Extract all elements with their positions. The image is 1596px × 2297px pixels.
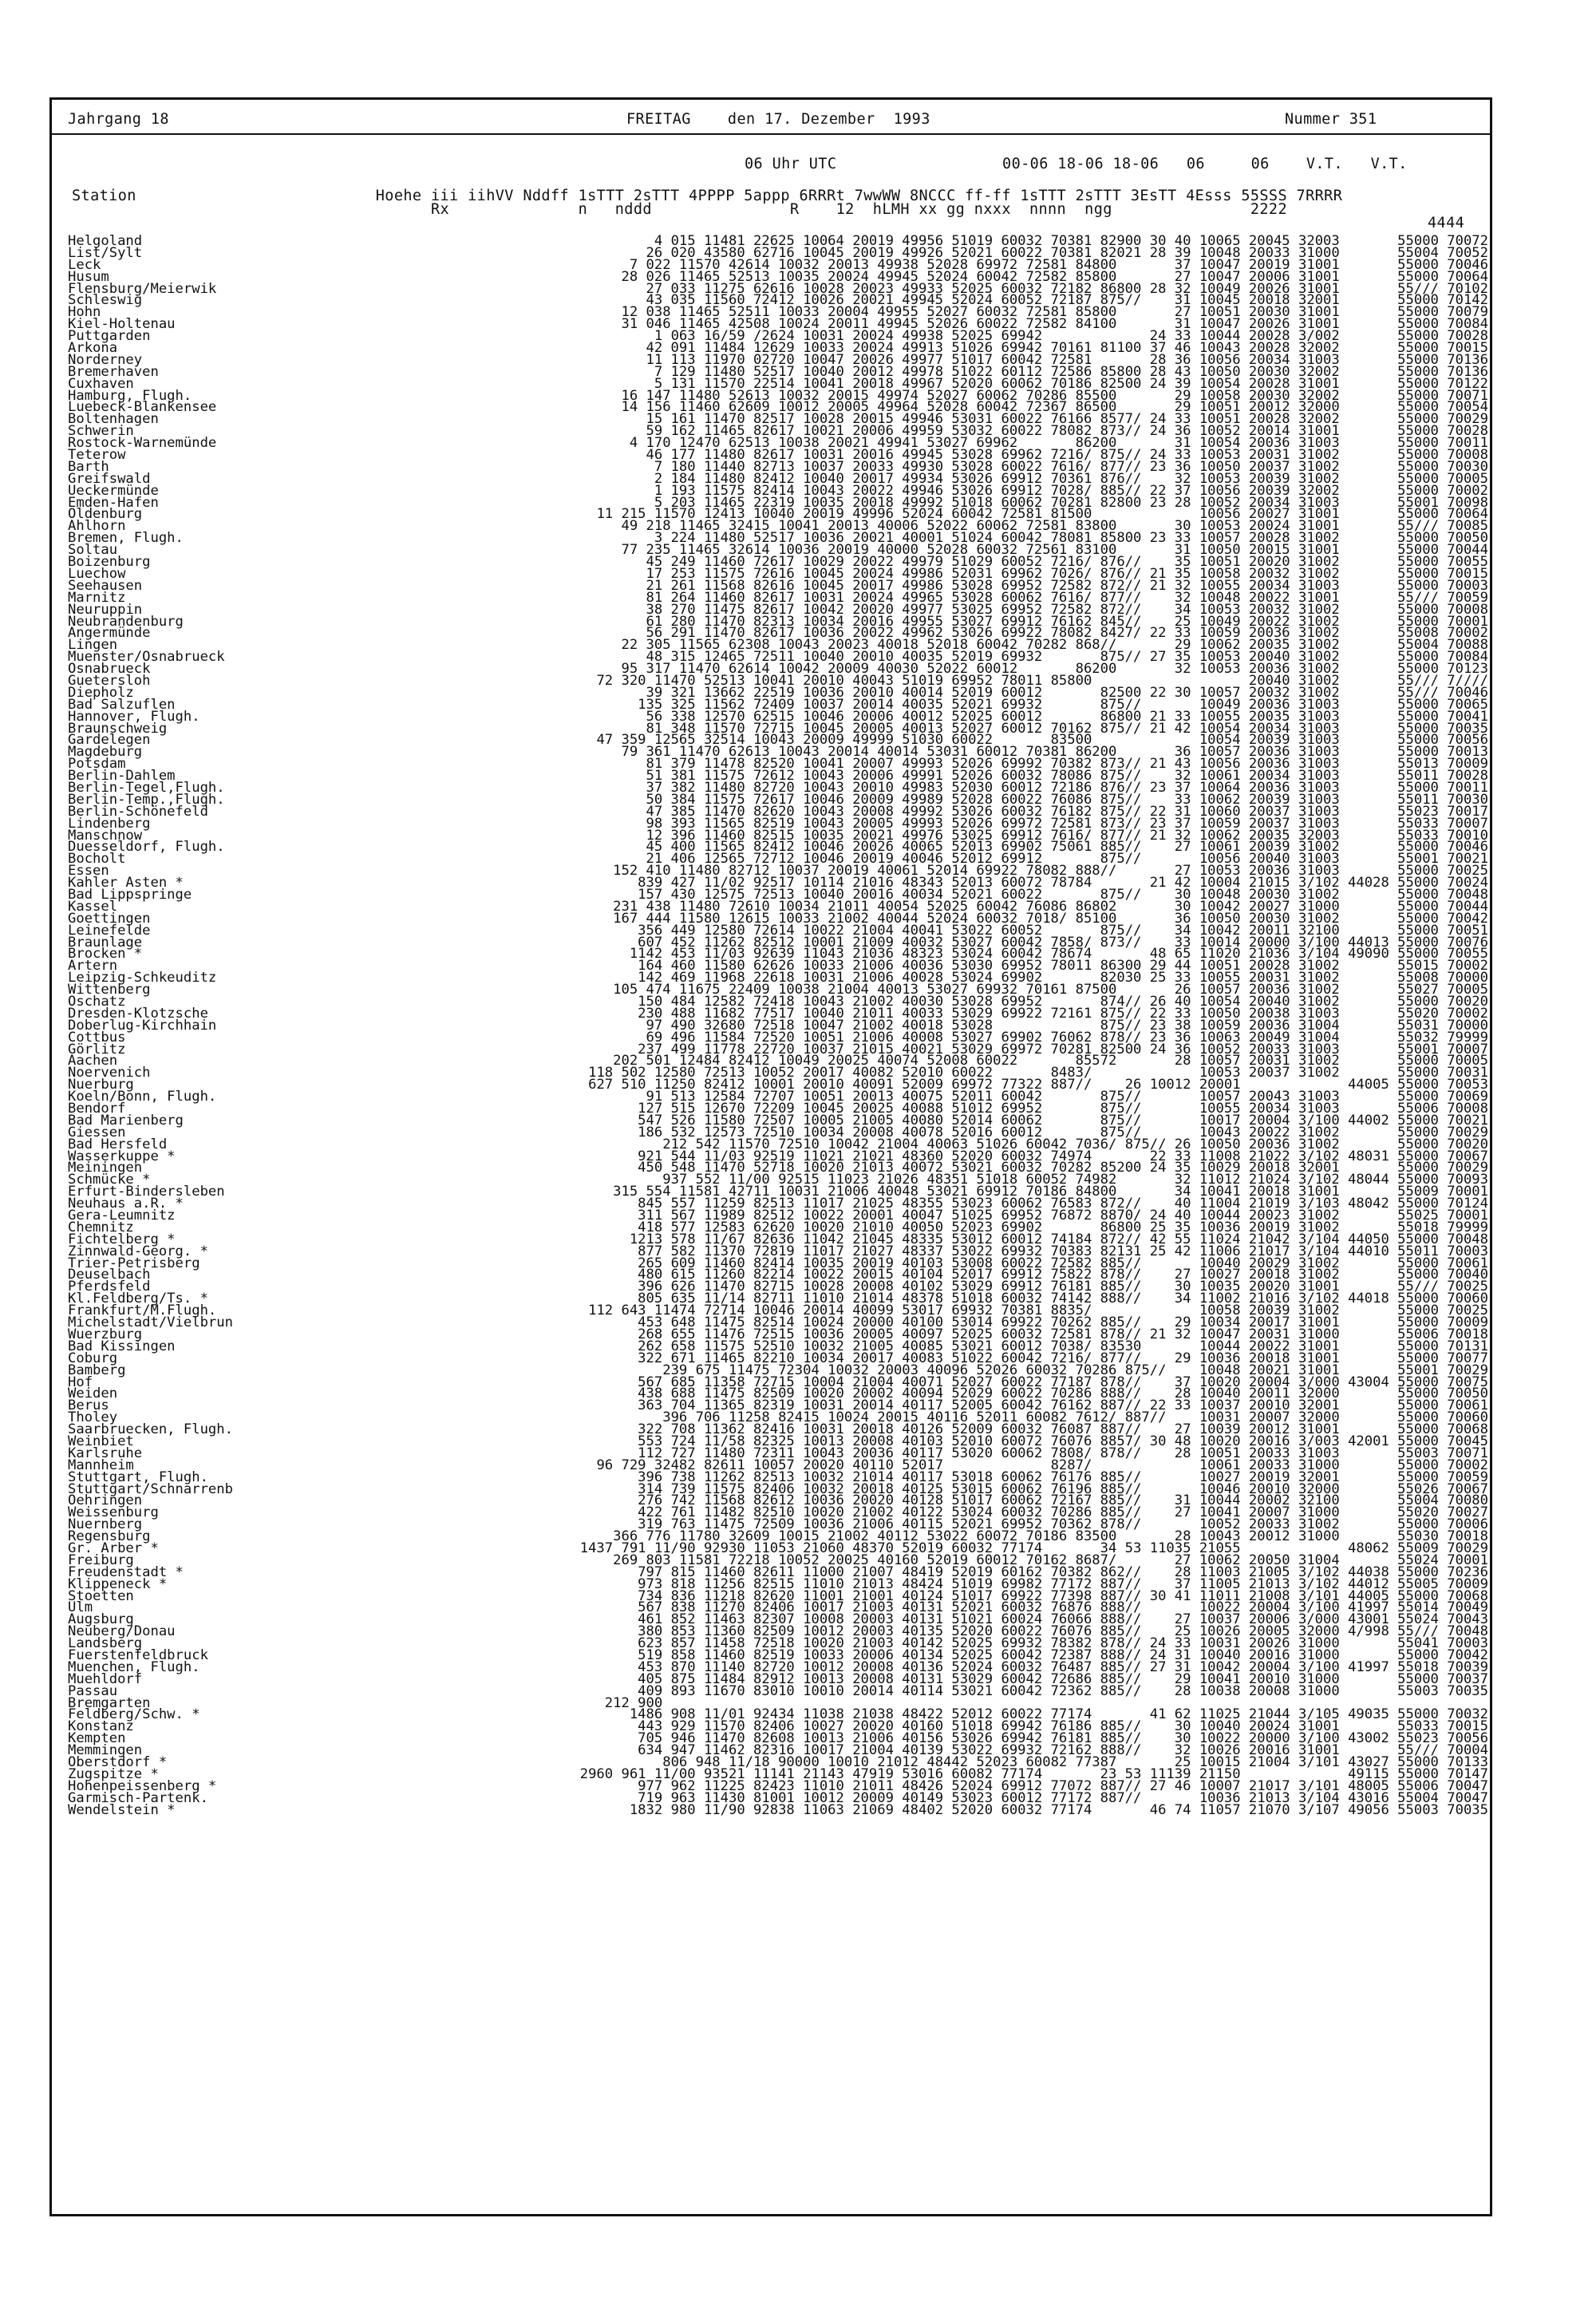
station-values: 705 946 11470 82608 10013 21006 40156 53026 69942 76181 885// 30 10022 20000 3/100 43002 55023 70056 [638,1730,1488,1747]
station-values: 152 410 11480 82712 10037 20019 40061 52014 69922 78082 888// 27 10053 20036 31003 55000 70025 [613,863,1488,880]
station-name: Berlin-Tegel,Flugh. [68,779,225,796]
station-name: Coburg [68,1350,118,1366]
station-values: 118 502 12580 72513 10052 20017 40082 52010 60022 8483/ 10053 20037 31002 55000 70031 [588,1065,1488,1081]
station-name: Trier-Petrisberg [68,1255,200,1271]
station-name: Bremgarten [68,1694,151,1711]
station-values: 418 577 12583 62620 10020 21010 40050 52023 69902 86800 25 35 10036 20019 31002 55018 79999 [638,1219,1488,1235]
station-values: 461 852 11463 82307 10008 20003 40131 51021 60024 76066 888// 27 10037 20006 3/000 43001 55024 70043 [638,1611,1488,1628]
station-name: Kahler Asten * [68,875,184,892]
table-row [68,1801,1488,1818]
station-name: Bad Marienberg [68,1112,184,1129]
station-name: Gr. Arber * [68,1540,159,1556]
station-name: Hohn [68,304,101,321]
station-values: 1213 578 11/67 82636 11042 21045 48335 53012 60012 74184 872// 42 55 11024 21042 3/104 44050 55000 70048 [629,1231,1488,1247]
station-values: 567 685 11358 72715 10004 21004 40071 52027 60022 77187 878// 37 10020 20004 3/000 43004 55000 70075 [638,1374,1488,1390]
station-name: Pferdsfeld [68,1279,151,1295]
station-values: 11 215 11570 12413 10040 20019 49996 52024 60042 72581 81500 10056 20027 31001 55000 70064 [596,506,1488,523]
column-header-codes: Station Hoehe iii iihVV Nddff 1sTTT 2sTTT 4PPPP 5appp 6RRRt 7wwWW 8NCCC ff-ff 1sTTT 2sTTT 3EsTT 4Esss 55SSS 7RRRR [72,188,1343,204]
station-name: Ahlhorn [68,518,126,535]
station-name: Teterow [68,447,126,464]
station-name: Stoetten [68,1587,134,1604]
station-name: Hof [68,1374,93,1390]
station-values: 56 291 11470 82617 10036 20022 49962 53026 69922 78082 8427/ 22 33 10059 20036 31002 55008 70002 [646,625,1488,642]
column-header-subcodes: Rx n nddd R 12 hLMH xx gg nxxx nnnn ngg 2222 [72,201,1288,218]
station-values: 734 836 11218 82620 11001 21001 40124 51017 69922 77398 887// 30 41 11011 21008 3/101 44005 55000 70068 [638,1587,1488,1604]
station-name: Kempten [68,1730,126,1747]
issue-number: Nummer 351 [1285,111,1377,128]
station-name: Freudenstadt * [68,1564,184,1580]
station-name: Ulm [68,1599,93,1616]
station-values: 977 962 11225 82423 11010 21011 48426 52024 69912 77072 887// 27 46 10007 21017 3/101 48005 55006 70047 [638,1777,1488,1794]
station-values: 973 818 11256 82515 11010 21013 48424 51019 69982 77172 887// 37 11005 21013 3/102 44012 55005 70009 [638,1575,1488,1592]
station-values: 7 180 11440 82713 10037 20033 49930 53028 60022 7616/ 877// 23 36 10050 20037 31002 55000 70030 [654,458,1488,475]
station-values: 12 396 11460 82515 10035 20021 49976 53025 69912 7616/ 877// 21 32 10062 20035 32003 55033 70010 [646,827,1488,844]
station-values: 2 184 11480 82412 10040 20017 49934 53026 69912 70361 876// 32 10053 20039 31002 55000 70005 [654,470,1488,487]
station-name: Rostock-Warnemünde [68,435,217,452]
station-values: 1142 453 11/03 92639 11043 21036 48323 53024 60042 78674 48 65 11020 21036 3/104 49090 55000 70055 [629,946,1488,963]
station-values: 81 348 11570 72715 10045 20005 40013 52027 60012 70162 875// 21 42 10054 20034 31003 55000 70035 [646,720,1488,737]
station-name: Osnabrueck [68,661,151,678]
station-name: Flensburg/Meierwik [68,280,217,297]
station-name: Boizenburg [68,554,151,571]
station-values: 7 022 11570 42614 10032 20013 49938 52028 69972 72581 84800 37 10047 20019 31001 55000 70046 [629,256,1488,273]
station-name: Schmücke * [68,1172,151,1188]
station-values: 51 381 11575 72612 10043 20006 49991 52026 60032 78086 875// 32 10061 20034 31003 55011 70028 [646,768,1488,785]
station-name: Erfurt-Bindersleben [68,1184,225,1200]
station-name: Kassel [68,898,118,915]
station-values: 167 444 11580 12615 10033 21002 40044 52024 60032 7018/ 85100 36 10050 20030 31002 55000 70042 [613,910,1488,927]
station-name: Wendelstein * [68,1801,176,1818]
station-name: Weissenburg [68,1504,159,1521]
station-name: Aachen [68,1053,118,1069]
station-values: 46 177 11480 82617 10031 20016 49945 53028 69962 7216/ 875// 24 33 10053 20031 31002 55000 70008 [646,447,1488,464]
station-name: Marnitz [68,589,126,606]
station-values: 269 803 11581 72218 10052 20025 40160 52019 60012 70162 8687/ 27 10062 20050 31004 55024 70001 [613,1552,1488,1568]
station-values: 7 129 11480 52517 10040 20012 49978 51022 60112 72586 85800 28 43 10050 20030 32002 55000 70136 [654,363,1488,380]
station-values: 3 224 11480 52517 10036 20021 40001 51024 60042 78081 85800 23 33 10057 20028 31002 55000 70050 [654,530,1488,547]
station-values: 50 384 11575 72617 10046 20009 49989 52028 60022 76086 875// 33 10062 20039 31003 55011 70030 [646,791,1488,808]
station-name: Konstanz [68,1718,134,1735]
station-name: Neuruppin [68,601,143,618]
station-values: 567 838 11270 82406 10017 21003 40131 52021 60032 76876 888// 10022 20004 3/100 41997 55014 70049 [638,1599,1488,1616]
station-name: Puttgarden [68,328,151,345]
station-name: Berlin-Temp.,Flugh. [68,791,225,808]
station-name: Emden-Hafen [68,494,159,511]
station-name: Boltenhagen [68,411,159,428]
station-values: 59 162 11465 82617 10021 20006 49959 53032 60022 78082 873// 24 36 10052 20014 31001 55000 70028 [646,423,1488,440]
station-values: 262 658 11575 52510 10032 21005 40085 53021 60012 7038/ 83530 10044 20022 31001 55000 70131 [638,1338,1488,1354]
bulletin-page [49,97,1492,2216]
station-values: 1 063 16/59 /2624 10031 20024 49938 52025 69942 24 33 10044 20028 3/002 55000 70028 [654,328,1488,345]
station-name: Bendorf [68,1101,126,1117]
station-name: Hannover, Flugh. [68,708,200,725]
station-values: 91 513 12584 72707 10051 20013 40075 52011 60042 875// 10057 20043 31003 55000 70069 [646,1089,1488,1105]
station-values: 37 382 11480 82720 10043 20010 49983 52030 60012 72186 876// 23 37 10064 20036 31003 55000 70011 [646,779,1488,796]
station-values: 186 532 12573 72510 10034 20008 40078 52016 60012 875// 10043 20022 31002 55000 70029 [638,1124,1488,1141]
station-values: 623 857 11458 72518 10020 21003 40142 52025 69932 78382 878// 24 33 10031 20026 31000 55041 70003 [638,1635,1488,1652]
station-values: 79 361 11470 62613 10043 20014 40014 53031 60012 70381 86200 36 10057 20036 31003 55000 70013 [621,744,1488,761]
station-name: Muenster/Osnabrueck [68,649,225,666]
station-name: Weiden [68,1386,118,1402]
station-name: Cottbus [68,1029,126,1046]
station-name: Muenchen, Flugh. [68,1659,200,1675]
station-values: 97 490 32680 72518 10047 21002 40018 53028 875// 23 38 10059 20036 31004 55031 70000 [646,1017,1488,1034]
station-name: Husum [68,268,109,285]
station-values: 21 406 12565 72712 10046 20019 40046 52012 69912 875// 10056 20040 31003 55001 70021 [646,851,1488,868]
station-name: Garmisch-Partenk. [68,1789,208,1806]
station-name: Görlitz [68,1041,126,1058]
station-values: 81 379 11478 82520 10041 20007 49993 52026 69992 70382 873// 21 43 10056 20036 31003 55013 70009 [646,756,1488,773]
station-values: 453 870 11140 82720 10012 20008 40136 52024 60032 76487 885// 27 31 10042 20004 3/100 41997 55018 70039 [638,1659,1488,1675]
station-values: 396 706 11258 82415 10024 20015 40116 52011 60082 7612/ 887// 10031 20007 32000 55000 70060 [662,1409,1488,1426]
station-name: Hamburg, Flugh. [68,387,192,404]
station-values: 1 193 11575 82414 10043 20022 49946 53026 69912 7028/ 885// 22 37 10056 20039 32002 55000 70002 [654,482,1488,499]
station-values: 105 474 11675 22409 10038 21004 40013 53027 69932 70161 87500 26 10057 20036 31002 55027 70005 [613,982,1488,998]
station-name: Michelstadt/Vielbrun [68,1315,233,1331]
station-values: 1437 791 11/90 92930 11053 21060 48370 52019 60032 77174 34 53 11035 21055 48062 55009 70029 [579,1540,1488,1556]
station-values: 230 488 11682 77517 10040 21011 40033 53029 69922 72161 875// 22 33 10050 20038 31003 55020 70002 [638,1005,1488,1022]
station-name: Noervenich [68,1065,151,1081]
station-values: 276 742 11568 82612 10036 20020 40128 51017 60062 72167 885// 31 10044 20002 32100 55004 70080 [638,1492,1488,1509]
station-name: Weinbiet [68,1433,134,1449]
station-values: 322 671 11465 82210 10034 20017 40083 51022 60042 7216/ 877// 29 10036 20018 31001 55000 70077 [638,1350,1488,1366]
station-values: 319 763 11475 72509 10036 21006 40115 52021 69952 70362 878// 10052 20033 31002 55000 70006 [638,1516,1488,1533]
station-name: Leinefelde [68,922,151,939]
station-values: 17 253 11575 72616 10045 20024 49986 52031 69962 7026/ 876// 21 35 10058 20032 31002 55000 70015 [646,565,1488,582]
station-name: Nuerburg [68,1077,134,1093]
station-values: 806 948 11/18 90000 10010 21012 48442 52023 60082 77387 25 10015 21004 3/101 43027 55000 70133 [662,1754,1488,1770]
station-name: Guetersloh [68,672,151,689]
station-name: Norderney [68,351,143,368]
station-values: 212 542 11570 72510 10042 21004 40063 51026 60042 7036/ 875// 26 10050 20036 31002 55000 70020 [662,1136,1488,1152]
station-name: Gardelegen [68,732,151,749]
station-values: 39 321 13662 22519 10036 20010 40014 52019 60012 82500 22 30 10057 20032 31002 55/// 70046 [646,684,1488,701]
station-values: 48 315 12465 72511 10040 20010 40035 52019 69932 875// 27 35 10053 20040 31002 55000 70084 [646,649,1488,666]
station-values: 4 170 12470 62513 10038 20021 49941 53027 69962 86200 31 10054 20036 31003 55000 70011 [629,435,1488,452]
station-name: Schwerin [68,423,134,440]
station-name: Oldenburg [68,506,143,523]
station-values: 877 582 11370 72819 11017 21027 48337 53022 69932 70383 82131 25 42 11006 21017 3/104 44010 55011 70003 [638,1243,1488,1259]
station-name: Wittenberg [68,982,151,998]
station-name: Zugspitze * [68,1765,159,1782]
station-name: Memmingen [68,1742,143,1759]
station-name: Bamberg [68,1362,126,1378]
station-values: 937 552 11/00 92515 11023 21026 48351 51018 60052 74982 32 11012 21024 3/102 48044 55000 70093 [662,1172,1488,1188]
station-name: Doberlug-Kirchhain [68,1017,217,1034]
station-values: 450 548 11470 52718 10020 21013 40072 53021 60032 70282 85200 24 35 10029 20018 32001 55000 70029 [638,1160,1488,1176]
station-values: 519 858 11460 82519 10033 20006 40134 52025 60042 72387 888// 24 31 10040 20016 31000 55000 70042 [638,1647,1488,1663]
station-values: 380 853 11360 82509 10012 20003 40135 52020 60022 76076 885// 25 10026 20005 32000 4/998 55/// 70048 [638,1623,1488,1640]
station-name: Bocholt [68,851,126,868]
station-name: Soltau [68,542,118,559]
station-values: 2960 961 11/00 93521 11141 21143 47919 53016 60082 77174 23 53 11139 21150 49115 55000 70147 [579,1765,1488,1782]
station-name: Nuernberg [68,1516,143,1533]
station-values: 43 035 11560 72412 10026 20021 49945 52024 60052 72187 875// 31 10045 20018 32001 55000 70142 [646,292,1488,309]
station-name: Fichtelberg * [68,1231,176,1247]
station-values: 42 091 11484 12629 10033 20024 49913 51026 69942 70161 81100 37 46 10043 20028 32002 55000 70015 [646,340,1488,357]
station-values: 237 499 11778 22720 10037 21015 40021 53029 69972 70281 82500 24 36 10052 20033 31003 55001 70007 [638,1041,1488,1058]
station-values: 15 161 11470 82517 10028 20015 49946 53031 60022 76166 8577/ 24 33 10051 20028 32002 55000 70029 [646,411,1488,428]
station-values: 98 393 11565 82519 10043 20005 49993 52026 69972 72581 873// 23 37 10059 20037 31003 55033 70007 [646,815,1488,832]
station-values: 38 270 11475 82617 10042 20020 49977 53025 69952 72582 872// 34 10053 20032 31002 55000 70008 [646,601,1488,618]
station-name: Chemnitz [68,1219,134,1235]
station-name: Saarbruecken, Flugh. [68,1421,233,1438]
station-name: Muehldorf [68,1670,143,1687]
station-values: 45 400 11565 82412 10046 20026 40065 52013 69902 75061 885// 27 10061 20039 31002 55000 70046 [646,839,1488,856]
station-table [68,235,1488,1816]
station-name: Berlin-Dahlem [68,768,176,785]
station-name: Feldberg/Schw. * [68,1706,200,1723]
station-name: Giessen [68,1124,126,1141]
station-values: 366 776 11780 32609 10015 21002 40112 53022 60072 70186 83500 28 10043 20012 31000 55030 70018 [613,1528,1488,1545]
station-name: Berlin-Schönefeld [68,803,208,820]
station-values: 135 325 11562 72409 10037 20014 40035 52021 69932 875// 10049 20036 31003 55000 70065 [638,696,1488,713]
station-name: Stuttgart/Schnarrenb [68,1481,233,1497]
station-values: 311 567 11989 82512 10022 20001 40047 51025 69952 76872 8870/ 24 40 10044 20023 31002 55025 70001 [638,1208,1488,1224]
station-values: 5 203 11465 22319 10035 20018 49992 51018 60062 70281 82800 23 28 10052 20034 31003 55001 70098 [654,494,1488,511]
station-name: Leipzig-Schkeuditz [68,970,217,986]
station-values: 1486 908 11/01 92434 11038 21038 48422 52012 60022 77174 41 62 11025 21044 3/105 49035 55000 70032 [629,1706,1488,1723]
station-values: 56 338 12570 62515 10046 20006 40012 52025 60012 86800 21 33 10055 20035 31003 55000 70041 [646,708,1488,725]
station-name: Leck [68,256,101,273]
station-values: 438 688 11475 82509 10020 20002 40094 52029 60022 70286 888// 28 10040 20011 32000 55000 70050 [638,1386,1488,1402]
station-values: 405 875 11484 82912 10013 20008 40131 53029 60042 72686 885// 29 10041 20010 31000 55000 70037 [638,1670,1488,1687]
station-values: 150 484 12582 72418 10043 21002 40030 53028 69952 874// 26 40 10054 20040 31002 55000 70020 [638,994,1488,1010]
volume-label: Jahrgang 18 [68,111,169,128]
station-name: Cuxhaven [68,375,134,392]
station-values: 315 554 11581 42711 10031 21006 40048 53021 69912 70186 84800 34 10041 20018 31001 55009 70001 [613,1184,1488,1200]
station-name: Oschatz [68,994,126,1010]
station-values: 239 675 11475 72304 10032 20003 40096 52026 60032 70286 875// 10048 20021 31001 55001 70029 [662,1362,1488,1378]
station-name: Kiel-Holtenau [68,316,176,333]
station-name: Mannheim [68,1457,134,1473]
station-values: 47 385 11470 82620 10043 20008 49992 53026 60032 76182 875// 22 31 10060 20037 31003 55023 70017 [646,803,1488,820]
station-values: 81 264 11460 82617 10031 20024 49965 53028 60062 7616/ 877// 32 10048 20022 31001 55/// 70059 [646,589,1488,606]
station-values: 112 727 11480 72311 10043 20036 40117 53020 60062 7808/ 878// 28 10051 20033 31003 55003 70071 [638,1445,1488,1461]
station-values: 142 469 11968 22618 10031 21006 40028 53024 69902 82030 25 33 10055 20031 31002 55008 70000 [638,970,1488,986]
station-name: Seehausen [68,577,143,594]
station-values: 31 046 11465 42508 10024 20011 49945 52026 60022 72582 84100 31 10047 20026 31001 55000 70084 [621,316,1488,333]
station-values: 27 033 11275 62616 10028 20023 49933 52025 60032 72182 86800 28 32 10049 20026 31001 55/// 70102 [646,280,1488,297]
station-values: 845 557 11259 82513 11017 21025 48355 53023 60062 76583 872// 40 11004 21019 3/103 48042 55000 70124 [638,1196,1488,1212]
station-values: 21 261 11568 82616 10045 20017 49986 53028 69952 72582 872// 21 32 10055 20034 31003 55000 70003 [646,577,1488,594]
station-name: Lindenberg [68,815,151,832]
station-values: 547 526 11580 72507 10005 21005 40080 52014 60062 875// 10017 20004 3/100 44002 55000 70021 [638,1112,1488,1129]
station-name: Bad Lippspringe [68,886,192,903]
station-values: 634 947 11462 82316 10017 21004 40139 53022 69932 72162 888// 32 10026 20016 31001 55/// 70004 [638,1742,1488,1759]
station-values: 322 708 11362 82416 10031 20018 40126 52009 60032 76087 887// 27 10039 20012 31001 55000 70068 [638,1421,1488,1438]
station-name: Neubrandenburg [68,613,184,630]
header-rule [52,133,1490,135]
station-name: Bremen, Flugh. [68,530,184,547]
station-values: 69 496 11584 72520 10051 21006 40008 53027 69902 76062 878// 23 36 10063 20049 31004 55032 79999 [646,1029,1488,1046]
station-values: 112 643 11474 72714 10046 20014 40099 53017 69932 70381 8835/ 10058 20039 31002 55000 70025 [588,1303,1488,1319]
station-name: Fuerstenfeldbruck [68,1647,208,1663]
station-values: 4 015 11481 22625 10064 20019 49956 51019 60032 70381 82900 30 40 10065 20045 32003 55000 70072 [654,233,1488,249]
station-values: 443 929 11570 82406 10027 20020 40160 51018 69942 76186 885// 30 10040 20024 31001 55033 70015 [638,1718,1488,1735]
station-name: Bad Salzuflen [68,696,176,713]
station-values: 607 452 11262 82512 10001 21009 40032 53027 60042 7858/ 873// 33 10014 20000 3/100 44013 55000 70076 [638,934,1488,951]
column-header-rrrr-sub: 4444 [1428,215,1465,231]
station-values: 627 510 11250 82412 10001 20010 40091 52009 69972 77322 887// 26 10012 20001 44005 55000 70053 [588,1077,1488,1093]
station-name: Magdeburg [68,744,143,761]
station-values: 22 305 11565 62308 10043 20023 40018 52018 60042 70282 868// 29 10062 20035 31002 55004 70088 [621,637,1488,654]
station-name: Brocken * [68,946,143,963]
station-values: 231 438 11480 72610 10034 21011 40054 52025 60042 76086 86802 30 10042 20027 31000 55000 70044 [613,898,1488,915]
station-name: Helgoland [68,233,143,249]
station-name: Dresden-Klotzsche [68,1005,208,1022]
station-values: 157 430 12575 72513 10040 20016 40034 52021 60022 875// 30 10048 20030 31002 55000 70048 [638,886,1488,903]
station-values: 164 460 11580 62626 10033 21006 40036 53030 69952 78011 86300 29 44 10051 20028 31002 55015 70002 [638,958,1488,975]
station-values: 11 113 11970 02720 10047 20026 49977 51017 60042 72581 28 36 10056 20034 31003 55000 70136 [646,351,1488,368]
station-name: Neuhaus a.R. * [68,1196,184,1212]
station-name: Augsburg [68,1611,134,1628]
station-values: 1832 980 11/90 92838 11063 21069 48402 52020 60032 77174 46 74 11057 21070 3/107 49056 55003 70035 [629,1801,1488,1818]
station-name: Goettingen [68,910,151,927]
station-values: 719 963 11430 81001 10012 20009 40149 53023 60012 77172 887// 10036 21013 3/104 43016 55004 70047 [638,1789,1488,1806]
station-name: Luebeck-Blankensee [68,399,217,416]
station-name: Ueckermünde [68,482,159,499]
station-name: Schleswig [68,292,143,309]
station-values: 28 026 11465 52513 10035 20024 49945 52024 60042 72582 85800 27 10047 20006 31001 55000 70064 [621,268,1488,285]
station-name: Angermünde [68,625,151,642]
station-values: 314 739 11575 82406 10032 20018 40125 53015 60062 76196 885// 10046 20010 32000 55026 70067 [638,1481,1488,1497]
station-name: Essen [68,863,109,880]
column-header-time-groups: 06 Uhr UTC 00-06 18-06 18-06 06 06 V.T. V.T. [745,156,1408,172]
station-name: Zinnwald-Georg. * [68,1243,208,1259]
station-name: Hohenpeissenberg * [68,1777,217,1794]
station-values: 95 317 11470 62614 10042 20009 40030 52022 60012 86200 32 10053 20036 31002 55000 70123 [621,661,1488,678]
station-name: Meiningen [68,1160,143,1176]
station-name: Frankfurt/M.Flugh. [68,1303,217,1319]
station-name: Passau [68,1682,118,1699]
station-name: Karlsruhe [68,1445,143,1461]
station-name: Klippeneck * [68,1575,168,1592]
station-name: Artern [68,958,118,975]
station-values: 265 609 11460 82414 10035 20019 40103 53008 60022 72582 885// 10040 20029 31002 55000 70061 [638,1255,1488,1271]
issue-date: FREITAG den 17. Dezember 1993 [626,111,930,128]
station-name: Braunlage [68,934,143,951]
station-values: 72 320 11470 52513 10041 20010 40043 51019 69952 78011 85800 20040 31002 55/// 7//// [596,672,1488,689]
station-name: Arkona [68,340,118,357]
station-name: List/Sylt [68,244,143,261]
station-values: 921 544 11/03 92519 11021 21021 48360 52020 60032 74974 22 33 11008 21022 3/102 48031 55000 70067 [638,1148,1488,1164]
station-values: 202 501 12484 82412 10049 20025 40074 52008 60022 85572 28 10057 20031 31002 55000 70005 [613,1053,1488,1069]
station-values: 453 648 11475 82514 10024 20000 40100 53014 69922 70262 885// 29 10034 20017 31001 55000 70009 [638,1315,1488,1331]
station-name: Freiburg [68,1552,134,1568]
station-name: Berus [68,1398,109,1414]
station-name: Lingen [68,637,118,654]
station-name: Bad Kissingen [68,1338,176,1354]
station-name: Potsdam [68,756,126,773]
station-name: Neuberg/Donau [68,1623,176,1640]
station-name: Koeln/Bonn, Flugh. [68,1089,217,1105]
station-values: 45 249 11460 72617 10029 20022 49979 51029 60052 7216/ 876// 35 10051 20020 31002 55000 70055 [646,554,1488,571]
station-name: Duesseldorf, Flugh. [68,839,225,856]
station-values: 396 626 11470 82715 10028 20008 40102 53029 69912 76181 885// 30 10035 20020 31001 55/// 70025 [638,1279,1488,1295]
station-name: Stuttgart, Flugh. [68,1469,208,1485]
station-name: Greifswald [68,470,151,487]
station-values: 805 635 11/14 82711 11010 21014 48378 51018 60032 74142 888// 34 11002 21016 3/102 44018 55000 70060 [638,1291,1488,1307]
station-name: Manschnow [68,827,143,844]
station-name: Oehringen [68,1492,143,1509]
station-values: 480 615 11260 82214 10022 20015 40104 52017 69912 75822 878// 27 10027 20018 31002 55000 70040 [638,1267,1488,1283]
station-values: 127 515 12670 72209 10045 20025 40088 51012 69952 875// 10055 20034 31003 55006 70008 [638,1101,1488,1117]
station-values: 14 156 11460 62609 10012 20005 49964 52028 60042 72367 86500 29 10051 20012 32000 55000 70054 [621,399,1488,416]
station-name: Regensburg [68,1528,151,1545]
station-name: Oberstdorf * [68,1754,168,1770]
station-name: Bremerhaven [68,363,159,380]
station-name: Wuerzburg [68,1326,143,1342]
station-values: 12 038 11465 52511 10033 20004 49955 52027 60032 72581 85800 27 10051 20030 31001 55000 70079 [621,304,1488,321]
station-values: 797 815 11460 82611 11000 21007 48419 52019 60162 70382 862// 28 11003 21005 3/102 44038 55000 70236 [638,1564,1488,1580]
station-name: Diepholz [68,684,134,701]
station-values: 356 449 12580 72614 10022 21004 40041 53022 60052 875// 34 10042 20011 32100 55000 70051 [638,922,1488,939]
station-name: Bad Hersfeld [68,1136,168,1152]
station-values: 553 724 11/58 82325 10013 20008 40103 52010 60072 76076 8857/ 30 48 10020 20016 3/003 42001 55000 70045 [638,1433,1488,1449]
station-values: 212 900 [604,1694,1488,1711]
station-name: Barth [68,458,109,475]
station-name: Wasserkuppe * [68,1148,176,1164]
station-values: 409 893 11670 83010 10010 20014 40114 53021 60042 72362 885// 28 10038 20008 31000 55003 70035 [638,1682,1488,1699]
station-name: Braunschweig [68,720,168,737]
station-values: 16 147 11480 52613 10032 20015 49974 52027 60062 70286 85500 29 10058 20030 32002 55000 70071 [621,387,1488,404]
station-values: 363 704 11365 82319 10031 20014 40117 52005 60042 76162 887// 22 33 10037 20010 32001 55000 70061 [638,1398,1488,1414]
station-name: Luechow [68,565,126,582]
station-name: Deuselbach [68,1267,151,1283]
station-values: 61 280 11470 82313 10034 20016 49955 53027 69912 76162 845// 25 10049 20022 31002 55000 70001 [646,613,1488,630]
station-values: 268 655 11476 72515 10036 20005 40097 52025 60032 72581 878// 21 32 10047 20031 31000 55006 70018 [638,1326,1488,1342]
station-values: 49 218 11465 32415 10041 20013 40006 52022 60062 72581 83800 30 10053 20024 31001 55/// 70085 [621,518,1488,535]
station-values: 96 729 32482 82611 10057 20020 40110 52017 8287/ 10061 20033 31000 55000 70002 [596,1457,1488,1473]
station-name: Tholey [68,1409,118,1426]
station-values: 396 738 11262 82513 10032 21014 40117 53018 60062 76176 885// 10027 20019 32001 55000 70059 [638,1469,1488,1485]
station-values: 77 235 11465 32614 10036 20019 40000 52028 60032 72561 83100 31 10050 20015 31001 55000 70044 [621,542,1488,559]
station-values: 839 427 11/02 92517 10114 21016 48343 52013 60072 78784 21 42 10004 21015 3/102 44028 55000 70024 [638,875,1488,892]
station-values: 47 359 12565 32514 10043 20009 49999 51030 60022 83500 10054 20039 31003 55000 70056 [596,732,1488,749]
station-values: 422 761 11482 82510 10020 21002 40122 53024 60032 70286 885// 27 10041 20007 31000 55020 70027 [638,1504,1488,1521]
station-name: Kl.Feldberg/Ts. * [68,1291,208,1307]
station-values: 26 020 43580 62716 10045 20019 49926 52021 60022 70381 82021 28 39 10048 20033 31000 55004 70052 [646,244,1488,261]
station-values: 5 131 11570 22514 10041 20018 49967 52020 60062 70186 82500 24 39 10054 20028 31001 55000 70122 [654,375,1488,392]
station-name: Landsberg [68,1635,143,1652]
station-name: Gera-Leumnitz [68,1208,176,1224]
